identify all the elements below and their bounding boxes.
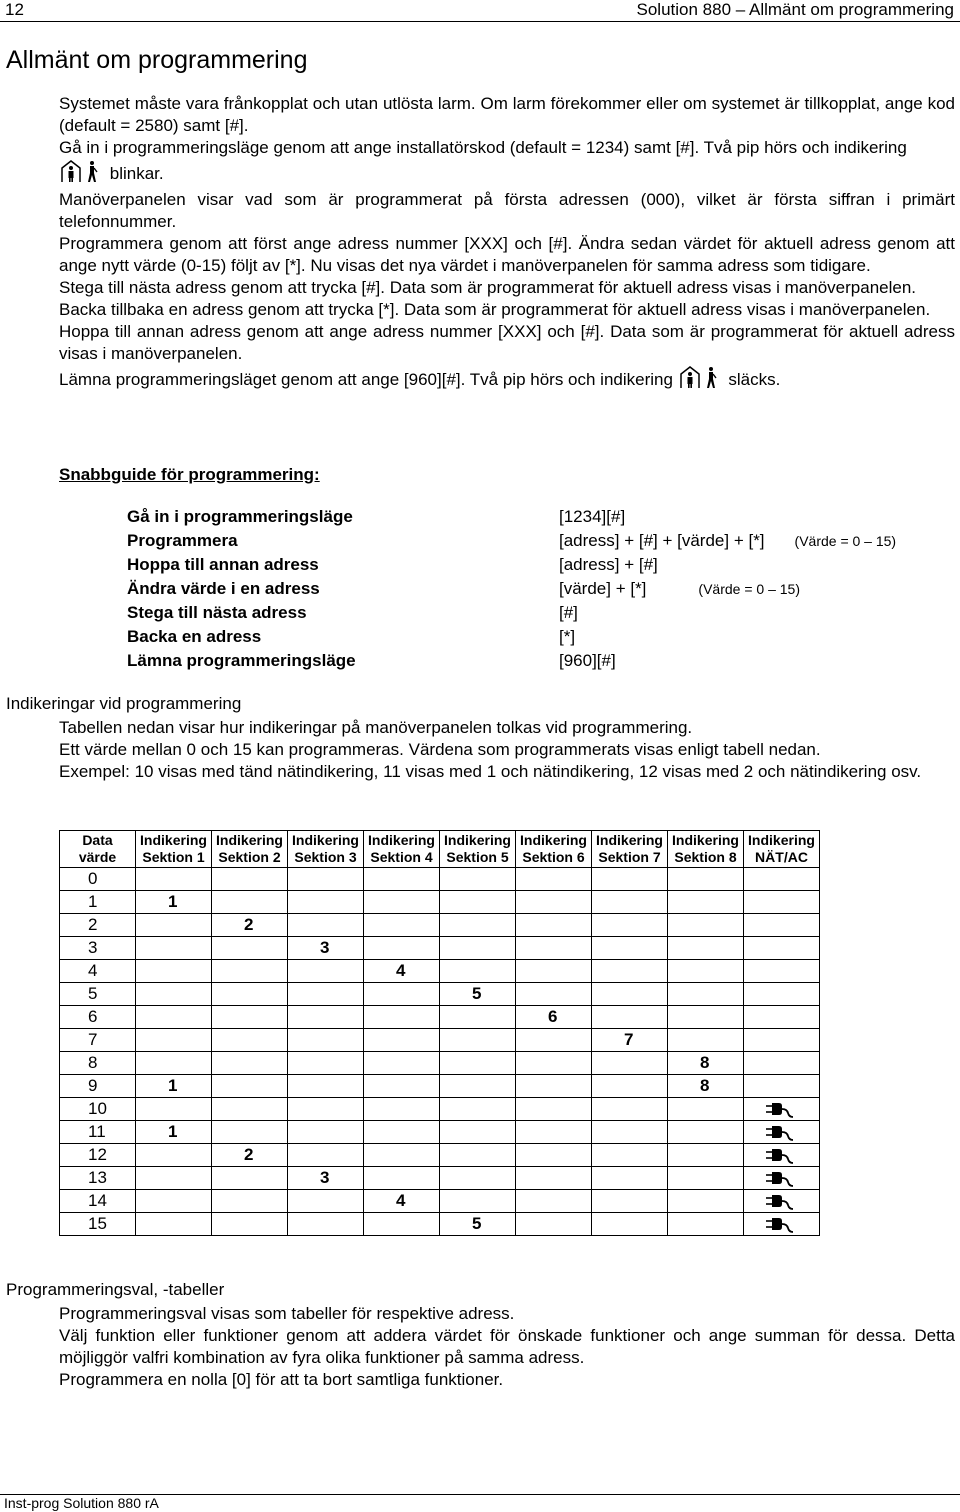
section-indication-cell <box>516 1098 592 1121</box>
section-indication-cell <box>516 983 592 1006</box>
table-header-cell: Data värde <box>60 831 136 868</box>
mains-indication-cell <box>744 891 820 914</box>
section-indication-cell <box>288 891 364 914</box>
mains-indication-cell <box>744 1098 820 1121</box>
table-row <box>60 1006 820 1029</box>
section-indication-cell: 3 <box>288 1167 364 1190</box>
section-indication-cell <box>364 983 440 1006</box>
mains-indication-cell <box>744 1029 820 1052</box>
section-indication-cell <box>136 1098 212 1121</box>
table-row <box>60 983 820 1006</box>
section-indication-cell <box>364 1029 440 1052</box>
section-indication-cell <box>136 868 212 891</box>
section-indication-cell <box>440 1098 516 1121</box>
section-indication-cell <box>516 891 592 914</box>
mains-plug-icon <box>764 1216 794 1234</box>
section-indication-cell <box>516 1075 592 1098</box>
mains-indication-cell <box>744 1121 820 1144</box>
quick-guide-value: [1234][#] <box>559 507 626 526</box>
home-away-indicator-icon <box>59 159 105 189</box>
section-indication-cell <box>440 937 516 960</box>
quick-guide-label: Hoppa till annan adress <box>127 555 319 574</box>
section-indication-cell <box>288 1029 364 1052</box>
section-indication-cell <box>516 960 592 983</box>
section-indication-cell <box>212 983 288 1006</box>
section-indication-cell <box>516 914 592 937</box>
section-indication-cell <box>440 1144 516 1167</box>
section-indication-cell <box>592 914 668 937</box>
mains-plug-icon <box>764 1124 794 1142</box>
table-row <box>60 1213 820 1236</box>
mains-indication-cell <box>744 1190 820 1213</box>
section-indication-cell <box>364 1098 440 1121</box>
table-row <box>60 1190 820 1213</box>
table-row <box>60 1052 820 1075</box>
section-indication-cell <box>516 1029 592 1052</box>
mains-plug-icon <box>764 1101 794 1119</box>
intro-paragraph-1: Systemet måste vara frånkopplat och utan utlösta larm. Om larm förekommer eller om systemet är tillkopplat, ange kod (default = 2580) samt [#]. <box>59 94 955 135</box>
section-indication-cell <box>440 1075 516 1098</box>
section-indication-cell <box>592 1213 668 1236</box>
table-row <box>60 1075 820 1098</box>
section-indication-cell <box>136 1006 212 1029</box>
table-row <box>60 937 820 960</box>
mains-indication-cell <box>744 914 820 937</box>
intro-paragraph-7: Hoppa till annan adress genom att ange adress nummer [XXX] och [#]. Data som är programmerat för aktuell adress visas i manöverpanelen. <box>59 322 955 363</box>
section-indication-cell: 8 <box>668 1052 744 1075</box>
mains-indication-cell <box>744 1213 820 1236</box>
section-indication-cell <box>592 1052 668 1075</box>
footer-text: Inst-prog Solution 880 rA <box>4 1495 159 1511</box>
quick-guide-label: Ändra värde i en adress <box>127 579 320 598</box>
section-indication-cell <box>288 1144 364 1167</box>
table-header-row <box>60 831 820 868</box>
data-value-cell: 11 <box>60 1121 136 1144</box>
section-indication-cell <box>136 983 212 1006</box>
section-indication-cell <box>440 914 516 937</box>
mains-plug-icon <box>764 1193 794 1211</box>
section-indication-cell <box>440 1052 516 1075</box>
section-indication-cell <box>364 1167 440 1190</box>
section-indication-cell <box>668 1006 744 1029</box>
quick-guide-note: (Värde = 0 – 15) <box>794 533 897 549</box>
section-indication-cell <box>668 914 744 937</box>
section-indication-cell <box>288 1190 364 1213</box>
mains-indication-cell <box>744 1144 820 1167</box>
data-value-cell: 7 <box>60 1029 136 1052</box>
section-indication-cell <box>668 1029 744 1052</box>
section-indication-cell <box>364 891 440 914</box>
data-value-cell: 15 <box>60 1213 136 1236</box>
section-indication-cell: 3 <box>288 937 364 960</box>
table-row <box>60 1029 820 1052</box>
section-indication-cell <box>592 868 668 891</box>
section-indication-cell <box>440 868 516 891</box>
section-indication-cell <box>516 1167 592 1190</box>
table-header-cell: Indikering Sektion 5 <box>440 831 516 868</box>
data-value-cell: 3 <box>60 937 136 960</box>
table-row <box>60 868 820 891</box>
quick-guide-label: Stega till nästa adress <box>127 603 307 622</box>
section-indication-cell <box>668 891 744 914</box>
section-indication-cell <box>592 891 668 914</box>
section-indication-cell <box>136 960 212 983</box>
section-indication-cell <box>440 1167 516 1190</box>
data-value-cell: 14 <box>60 1190 136 1213</box>
section-indication-cell <box>592 1006 668 1029</box>
home-away-indicator-icon <box>678 365 724 395</box>
table-row <box>60 914 820 937</box>
section-indication-cell: 6 <box>516 1006 592 1029</box>
section-indication-cell <box>364 937 440 960</box>
section-indication-cell <box>212 891 288 914</box>
section-indication-cell <box>668 937 744 960</box>
section-indication-cell <box>516 1144 592 1167</box>
section-indication-cell <box>516 1213 592 1236</box>
table-row <box>60 1098 820 1121</box>
data-value-cell: 4 <box>60 960 136 983</box>
indications-text <box>59 717 955 783</box>
intro-paragraph-2: Gå in i programmeringsläge genom att ange installatörskod (default = 1234) samt [#]. Två pip hörs och indikering blinkar. <box>59 137 955 189</box>
intro-paragraph-5: Stega till nästa adress genom att trycka [#]. Data som är programmerat för aktuell adress visas i manöverpanelen. <box>59 278 917 297</box>
table-header-cell: Indikering NÄT/AC <box>744 831 820 868</box>
options-paragraph-1: Programmeringsval visas som tabeller för respektive adress. <box>59 1304 515 1323</box>
mains-indication-cell <box>744 1006 820 1029</box>
section-indication-cell <box>592 1098 668 1121</box>
section-indication-cell <box>668 1098 744 1121</box>
section-indication-cell <box>288 868 364 891</box>
data-value-cell: 9 <box>60 1075 136 1098</box>
section-indication-cell <box>288 983 364 1006</box>
mains-indication-cell <box>744 937 820 960</box>
quick-guide-value: [adress] + [#] <box>559 555 658 574</box>
section-indication-cell: 1 <box>136 1075 212 1098</box>
data-value-cell: 6 <box>60 1006 136 1029</box>
section-indication-cell <box>440 1190 516 1213</box>
table-header-cell: Indikering Sektion 3 <box>288 831 364 868</box>
table-header-cell: Indikering Sektion 8 <box>668 831 744 868</box>
section-indication-cell <box>212 1006 288 1029</box>
quick-guide-value: [#] <box>559 603 578 622</box>
section-indication-cell: 5 <box>440 983 516 1006</box>
quick-guide-value: [adress] + [#] + [värde] + [*] (Värde = 0 – 15) <box>559 531 897 550</box>
mains-indication-cell <box>744 1075 820 1098</box>
indications-paragraph-3: Exempel: 10 visas med tänd nätindikering, 11 visas med 1 och nätindikering, 12 visas med 2 och nätindikering osv. <box>59 762 922 781</box>
section-indication-cell <box>136 1213 212 1236</box>
section-indication-cell <box>668 983 744 1006</box>
section-indication-cell <box>212 1190 288 1213</box>
data-value-cell: 5 <box>60 983 136 1006</box>
quick-guide-value: [värde] + [*] (Värde = 0 – 15) <box>559 579 800 598</box>
section-indication-cell <box>136 1029 212 1052</box>
section-indication-cell <box>668 1121 744 1144</box>
data-value-cell: 2 <box>60 914 136 937</box>
section-indication-cell <box>592 983 668 1006</box>
section-indication-cell <box>440 960 516 983</box>
section-indication-cell: 4 <box>364 960 440 983</box>
table-header-cell: Indikering Sektion 2 <box>212 831 288 868</box>
section-indication-cell <box>440 1121 516 1144</box>
section-indication-cell <box>136 1144 212 1167</box>
section-indication-cell <box>212 1167 288 1190</box>
section-indication-cell <box>212 1098 288 1121</box>
quick-guide-label: Lämna programmeringsläge <box>127 651 356 670</box>
mains-plug-icon <box>764 1147 794 1165</box>
section-indication-cell: 1 <box>136 891 212 914</box>
mains-indication-cell <box>744 960 820 983</box>
table-row <box>60 891 820 914</box>
section-indication-cell <box>592 1167 668 1190</box>
section-indication-cell <box>592 1190 668 1213</box>
section-indication-cell <box>364 1121 440 1144</box>
section-indication-cell <box>364 1075 440 1098</box>
options-title: Programmeringsval, -tabeller <box>6 1280 225 1299</box>
section-indication-cell <box>212 937 288 960</box>
indication-table <box>59 830 820 1236</box>
section-indication-cell <box>516 1190 592 1213</box>
section-indication-cell <box>364 1006 440 1029</box>
section-indication-cell <box>364 914 440 937</box>
section-indication-cell <box>212 1121 288 1144</box>
data-value-cell: 10 <box>60 1098 136 1121</box>
mains-indication-cell <box>744 1052 820 1075</box>
table-header-cell: Indikering Sektion 7 <box>592 831 668 868</box>
section-indication-cell <box>516 868 592 891</box>
section-indication-cell <box>516 937 592 960</box>
section-indication-cell: 4 <box>364 1190 440 1213</box>
quick-guide-label: Programmera <box>127 531 238 550</box>
section-indication-cell <box>288 1075 364 1098</box>
options-paragraph-2: Välj funktion eller funktioner genom att addera värdet för önskade funktioner och ange summan för dessa. Detta möjliggör valfri kombination av fyra olika funktioner på samma adress. <box>59 1326 955 1367</box>
indications-paragraph-2: Ett värde mellan 0 och 15 kan programmeras. Värdena som programmerats visas enligt tabell nedan. <box>59 740 821 759</box>
table-header-cell: Indikering Sektion 4 <box>364 831 440 868</box>
section-indication-cell <box>364 1213 440 1236</box>
section-indication-cell <box>668 868 744 891</box>
section-indication-cell <box>212 1052 288 1075</box>
intro-paragraph-4: Programmera genom att först ange adress nummer [XXX] och [#]. Ändra sedan värdet för aktuell adress genom att ange nytt värde (0-15) följt av [*]. Nu visas det nya värdet i manöverpanelen för samma adress som tidigare. <box>59 234 955 275</box>
section-indication-cell <box>516 1052 592 1075</box>
table-header-cell: Indikering Sektion 6 <box>516 831 592 868</box>
section-indication-cell <box>440 1029 516 1052</box>
section-indication-cell <box>288 1213 364 1236</box>
mains-indication-cell <box>744 983 820 1006</box>
section-indication-cell <box>668 1167 744 1190</box>
section-indication-cell <box>668 1144 744 1167</box>
section-indication-cell <box>288 914 364 937</box>
section-indication-cell <box>592 1144 668 1167</box>
quick-guide-value: [960][#] <box>559 651 616 670</box>
section-indication-cell <box>440 1006 516 1029</box>
section-indication-cell: 2 <box>212 914 288 937</box>
section-indication-cell <box>212 1213 288 1236</box>
section-indication-cell <box>136 1052 212 1075</box>
quick-guide-note: (Värde = 0 – 15) <box>698 581 800 597</box>
header-divider <box>0 21 960 22</box>
mains-indication-cell <box>744 868 820 891</box>
table-header-cell: Indikering Sektion 1 <box>136 831 212 868</box>
section-indication-cell <box>288 1006 364 1029</box>
section-indication-cell <box>668 1213 744 1236</box>
section-indication-cell: 1 <box>136 1121 212 1144</box>
section-indication-cell <box>364 868 440 891</box>
section-indication-cell: 8 <box>668 1075 744 1098</box>
section-indication-cell <box>516 1121 592 1144</box>
table-body <box>60 868 820 1236</box>
options-text <box>59 1303 955 1391</box>
intro-paragraph-6: Backa tillbaka en adress genom att trycka [*]. Data som är programmerat för aktuell adress visas i manöverpanelen. <box>59 300 931 319</box>
quick-guide-label: Gå in i programmeringsläge <box>127 507 353 526</box>
section-indication-cell: 2 <box>212 1144 288 1167</box>
mains-plug-icon <box>764 1170 794 1188</box>
section-indication-cell <box>288 1098 364 1121</box>
section-indication-cell <box>288 960 364 983</box>
section-indication-cell <box>364 1144 440 1167</box>
indications-title: Indikeringar vid programmering <box>6 694 242 713</box>
intro-paragraph-8: Lämna programmeringsläget genom att ange [960][#]. Två pip hörs och indikering släcks. <box>59 365 955 395</box>
options-paragraph-3: Programmera en nolla [0] för att ta bort samtliga funktioner. <box>59 1370 504 1389</box>
page-title: Allmänt om programmering <box>6 46 308 74</box>
section-indication-cell <box>212 868 288 891</box>
section-indication-cell <box>364 1052 440 1075</box>
section-indication-cell <box>136 914 212 937</box>
table-row <box>60 1144 820 1167</box>
data-value-cell: 13 <box>60 1167 136 1190</box>
intro-section <box>59 93 955 395</box>
section-indication-cell <box>592 1075 668 1098</box>
section-indication-cell <box>668 960 744 983</box>
data-value-cell: 8 <box>60 1052 136 1075</box>
section-indication-cell: 7 <box>592 1029 668 1052</box>
table-row <box>60 1121 820 1144</box>
section-indication-cell: 5 <box>440 1213 516 1236</box>
section-indication-cell <box>288 1052 364 1075</box>
page-number: 12 <box>5 0 24 19</box>
section-indication-cell <box>592 937 668 960</box>
mains-indication-cell <box>744 1167 820 1190</box>
quick-guide-label: Backa en adress <box>127 627 262 646</box>
data-value-cell: 1 <box>60 891 136 914</box>
table-row <box>60 1167 820 1190</box>
section-indication-cell <box>440 891 516 914</box>
data-value-cell: 0 <box>60 868 136 891</box>
section-indication-cell <box>136 1190 212 1213</box>
section-indication-cell <box>212 1029 288 1052</box>
section-indication-cell <box>668 1190 744 1213</box>
section-indication-cell <box>212 960 288 983</box>
section-indication-cell <box>212 1075 288 1098</box>
table-row <box>60 960 820 983</box>
data-value-cell: 12 <box>60 1144 136 1167</box>
quick-guide-title: Snabbguide för programmering: <box>59 465 320 484</box>
running-title: Solution 880 – Allmänt om programmering <box>636 0 954 19</box>
section-indication-cell <box>592 1121 668 1144</box>
section-indication-cell <box>136 937 212 960</box>
section-indication-cell <box>136 1167 212 1190</box>
quick-guide-value: [*] <box>559 627 576 646</box>
section-indication-cell <box>592 960 668 983</box>
indications-paragraph-1: Tabellen nedan visar hur indikeringar på manöverpanelen tolkas vid programmering. <box>59 718 693 737</box>
section-indication-cell <box>288 1121 364 1144</box>
intro-paragraph-3: Manöverpanelen visar vad som är programmerat på första adressen (000), vilket är första siffran i primärt telefonnummer. <box>59 190 955 231</box>
